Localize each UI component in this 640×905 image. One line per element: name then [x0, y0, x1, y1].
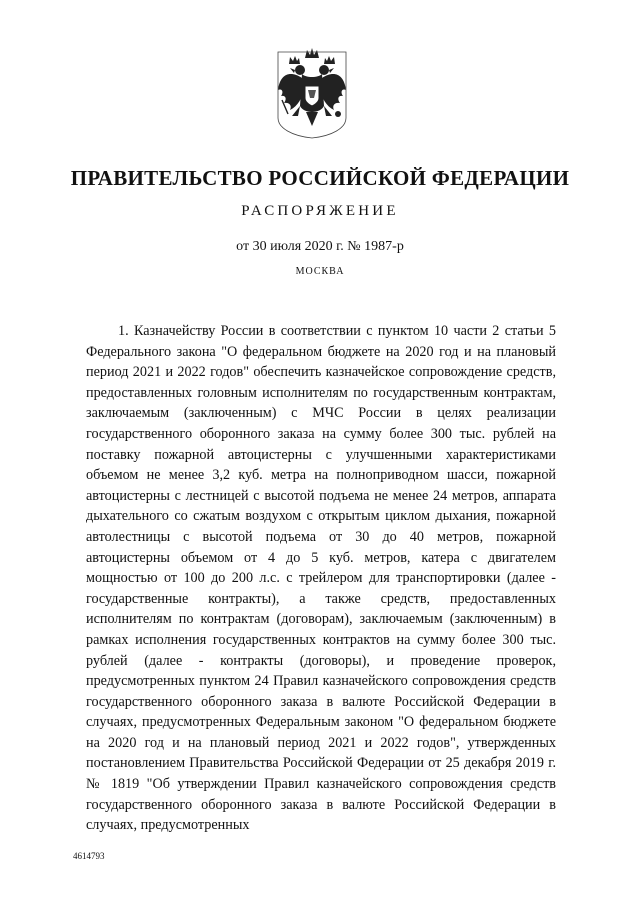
document-code: 4614793 [73, 851, 105, 861]
body-paragraph-1: 1. Казначейству России в соответствии с пунктом 10 части 2 статьи 5 Федерального закона "О федеральном бюджете на 2020 год и на плановый период 2021 и 2022 годов" обеспечить казначейское сопровождение средств, предоставленных головным исполнителям по государственным контрактам, заключаемым (заключенным) с МЧС России в целях реализации государственного оборонного заказа на сумму более 300 тыс. рублей на поставку пожарной автоцистерны с улучшенными характеристиками объемом не менее 3,2 куб. метра на полноприводном шасси, пожарной автоцистерны с лестницей с высотой подъема не менее 24 метров, аппарата дыхательного со сжатым воздухом с открытым циклом дыхания, пожарной автолестницы с высотой подъема от 30 до 40 метров, пожарной автоцистерны объемом от 4 до 5 куб. метров, катера с двигателем мощностью от 100 до 200 л.с. с трейлером для транспортировки (далее - государственные контракты), а также средств, предоставленных исполнителям по контрактам (договорам), заключаемым (заключенным) в рамках исполнения государственных контрактов на сумму более 300 тыс. рублей (далее - контракты (договоры), и проведение проверок, предусмотренных пунктом 24 Правил казначейского сопровождения средств государственного оборонного заказа в валюте Российской Федерации в случаях, предусмотренных Федеральным законом "О федеральном бюджете на 2020 год и на плановый период 2021 и 2022 годов", утвержденных постановлением Правительства Российской Федерации от 25 декабря 2019 г. № 1819 "Об утверждении Правил казначейского сопровождения средств государственного оборонного заказа в валюте Российской Федерации в случаях, предусмотренных [86, 323, 556, 834]
government-title: ПРАВИТЕЛЬСТВО РОССИЙСКОЙ ФЕДЕРАЦИИ [70, 166, 570, 190]
document-type: РАСПОРЯЖЕНИЕ [241, 203, 399, 219]
document-date-number: от 30 июля 2020 г. № 1987-р [236, 239, 404, 254]
russian-coat-of-arms-icon [272, 44, 352, 140]
document-city: МОСКВА [295, 266, 345, 277]
